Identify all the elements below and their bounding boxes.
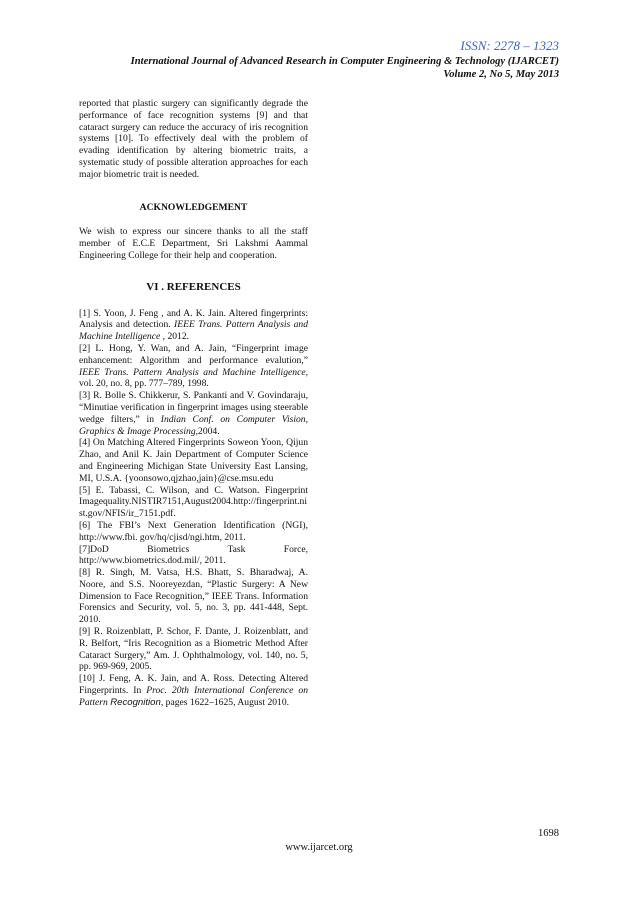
reference-item [79, 343, 308, 390]
reference-item: [5] E. Tabassi, C. Wilson, and C. Watson. Fingerprint Imagequality.NISTIR7151,August2004.http://fingerprint.nist.gov/NFIS/ir_7151.pdf. [79, 484, 308, 520]
reference-text: [3] R. Bolle S. Chikkerur, S. Pankanti and V. Govindaraju, “Minutiae verification in fingerprint images using steerable wedge filters,” in [79, 390, 308, 425]
reference-item: [6] The FBI’s Next Generation Identification (NGI), http://www.fbi. gov/hq/cjisd/ngi.htm, 2011. [79, 519, 308, 543]
reference-item: [8] R. Singh, M. Vatsa, H.S. Bhatt, S. Bharadwaj, A. Noore, and S.S. Nooreyezdan, “Plastic Surgery: A New Dimension to Face Recognition,” IEEE Trans. Information Forensics and Security, vol. 5, no. 3, pp. 441-448, Sept. 2010. [79, 567, 308, 626]
acknowledgement-heading: ACKNOWLEDGEMENT [139, 201, 248, 213]
reference-venue: Proc. 20th International Conference on Pattern [79, 685, 308, 708]
journal-volume: Volume 2, No 5, May 2013 [443, 69, 559, 80]
reference-text: [10] J. Feng, A. K. Jain, and A. Ross. Detecting Altered Fingerprints. In [79, 673, 308, 697]
acknowledgement-text: We wish to express our sincere thanks to all the staff member of E.C.E Department, Sri Lakshmi Aammal Engineering College for their help and cooperation. [79, 226, 308, 261]
references-heading: VI . REFERENCES [146, 280, 241, 293]
reference-text: [2] L. Hong, Y. Wan, and A. Jain, “Fingerprint image enhancement: Algorithm and performance evalution,” [79, 342, 308, 366]
reference-venue: IEEE Trans. Pattern Analysis and Machine Intelligence [79, 366, 306, 378]
reference-text: , pages 1622–1625, August 2010. [160, 696, 290, 708]
journal-header [100, 55, 559, 81]
reference-item: [7]DoD Biometrics Task Force, http://www.biometrics.dod.mil/, 2011. [79, 543, 308, 567]
reference-text: , 2012. [160, 331, 190, 343]
reference-item [79, 308, 308, 343]
issn-label: ISSN: 2278 – 1323 [460, 38, 559, 53]
reference-venue: Indian Conf. on Computer Vision, Graphics & Image Processing [79, 413, 309, 437]
left-column [79, 98, 308, 709]
reference-text: ,2004. [195, 425, 220, 437]
reference-item: [9] R. Roizenblatt, P. Schor, F. Dante, J. Roizenblatt, and R. Belfort, “Iris Recognition as a Biometric Method After Cataract Surgery,” Am. J. Ophthalmology, vol. 140, no. 5, pp. 969-969, 2005. [79, 626, 308, 673]
reference-venue: IEEE Trans. Pattern Analysis and Machine Intelligence [79, 319, 308, 343]
page-number: 1698 [538, 828, 559, 839]
intro-paragraph: reported that plastic surgery can significantly degrade the performance of face recognition systems [9] and that cataract surgery can reduce the accuracy of iris recognition systems [10]. To effectively deal with the problem of evading identification by altering biometric traits, a systematic study of possible alteration approaches for each major biometric trait is needed. [79, 98, 308, 180]
reference-text: , vol. 20, no. 8, pp. 777–789, 1998. [79, 366, 308, 390]
journal-title: International Journal of Advanced Research in Computer Engineering & Technology (IJARCET) [130, 56, 559, 67]
reference-venue: Recognition [110, 696, 161, 708]
reference-item: [4] On Matching Altered Fingerprints Soweon Yoon, Qijun Zhao, and Anil K. Jain Department of Computer Science and Engineering Michigan State University East Lansing, MI, U.S.A. {yoonsowo,qjzhao,jain}@cse.msu.edu [79, 437, 308, 484]
reference-item [79, 390, 308, 437]
reference-text: [1] S. Yoon, J. Feng , and A. K. Jain. Altered fingerprints: Analysis and detection. [79, 307, 308, 331]
reference-item [79, 673, 308, 708]
footer-website: www.ijarcet.org [285, 842, 353, 853]
